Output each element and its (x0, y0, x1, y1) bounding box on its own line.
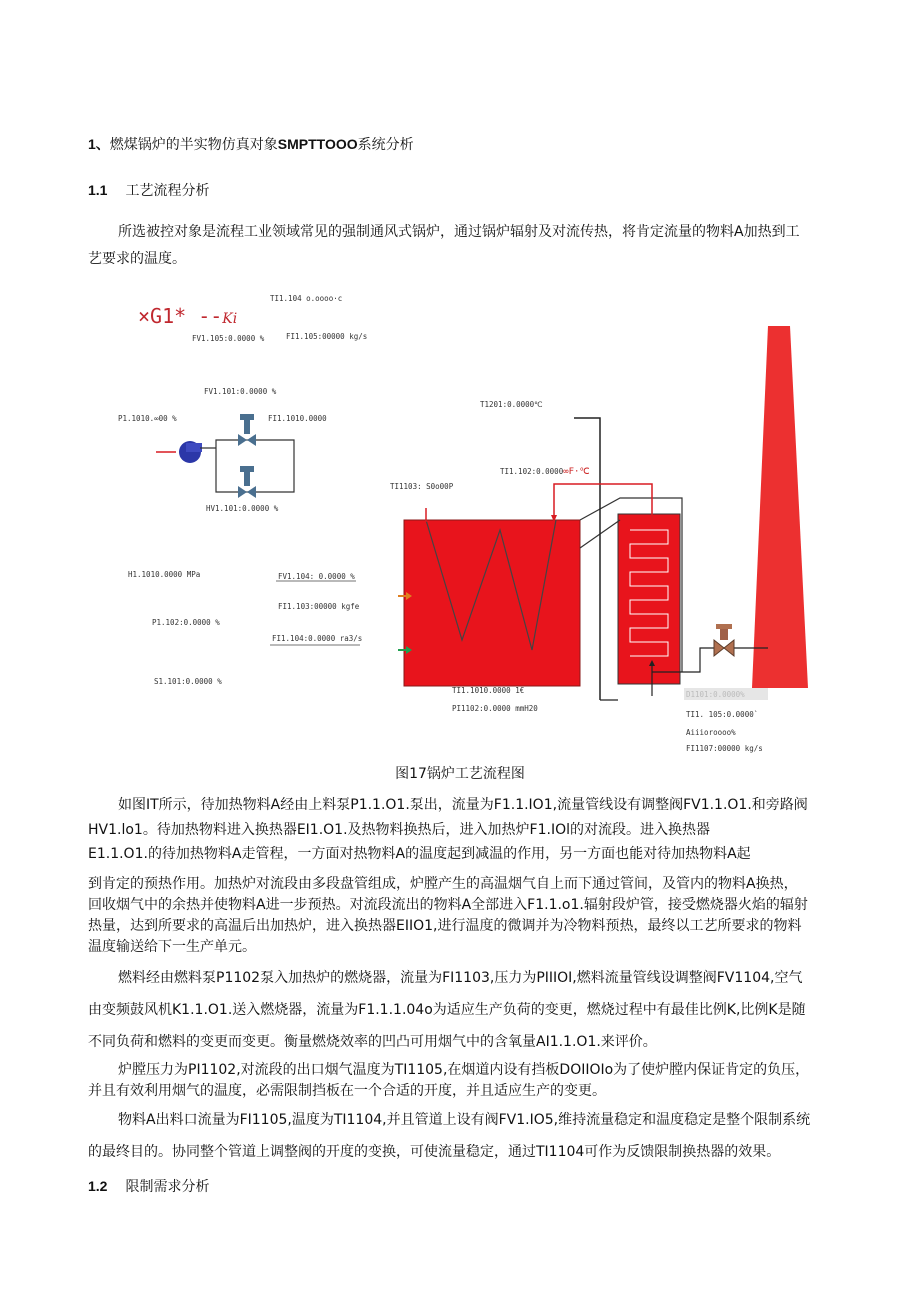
label-h11010: H1.1010.0000 MPa (128, 570, 201, 579)
label-ti1105: TI1. 105:0.0000` (686, 710, 759, 719)
chimney-stack (752, 326, 808, 688)
section-heading-1-2: 1.2 限制需求分析 (88, 1178, 210, 1195)
convection-section (618, 514, 680, 684)
label-ai: Aiiioroooo% (686, 728, 736, 737)
paragraph-f: 物料A出料口流量为FI1105,温度为TI1104,并且管道上设有阀FV1.IO5,维持流量稳定和温度稳定是整个限制系统 的最终目的。协同整个管道上调整阀的开度的变换，可使流量稳定，通过TI1104可作为反馈限制换热器的效果。 (88, 1112, 811, 1160)
figure-caption: 图17锅炉工艺流程图 (395, 766, 525, 782)
label-pi1102: PI1102:0.0000 mmH20 (452, 704, 538, 713)
label-fv1101: FV1.101:0.0000 % (204, 387, 277, 396)
label-fi1103: FI1.103:00000 kgfe (278, 602, 360, 611)
label-ti1102: TI1.102:0.0000∞F·℃ (500, 467, 590, 477)
paragraph-a: 如图IT所示，待加热物料A经由上料泵P1.1.O1.泵出，流量为F1.1.IO1,流量管线设有调整阀FV1.1.O1.和旁路阀 HV1.lo1。待加热物料进入换热器EI1.O1.及热物料换热后，进入加热炉F1.IOl的对流段。进入换热器 (88, 797, 808, 838)
label-fi11010: FI1.1010.0000 (268, 414, 327, 423)
paragraph-e: 炉膛压力为PI1102,对流段的出口烟气温度为TI1105,在烟道内设有挡板DOIIOIo为了使炉膛内保证肯定的负压， 并且有效利用烟气的温度，必需限制挡板在一个合适的开度，并且适应生产的变更。 (88, 1062, 810, 1099)
label-p11010: P1.1010.∞00 % (118, 414, 177, 423)
label-fv1104: FV1.104: 0.0000 % (278, 572, 355, 581)
label-d1101: D1101:0.0000% (686, 690, 745, 699)
paragraph-c: 到肯定的预热作用。加热炉对流段由多段盘管组成，炉膛产生的高温烟气自上而下通过管间，及管内的物料A换热， 回收烟气中的余热并使物料A进一步预热。对流段流出的物料A全部进入F1.1.o1.辐射段炉管，接受燃烧器火焰的辐射 热量，达到所要求的高温后出加热炉，进入换热器EIIO1,进行温度的微调并为冷物料预热，最终以工艺所要求的物料 温度输送给下一生产单元。 (88, 876, 808, 955)
paragraph-b: E1.1.O1.的待加热物料A走管程，一方面对热物料A的温度起到减温的作用，另一方面也能对待加热物料A起 (88, 846, 751, 862)
label-fi1104: FI1.104:0.0000 ra3/s (272, 634, 363, 643)
furnace-box (404, 520, 580, 686)
damper-valve (714, 624, 734, 656)
paragraph-intro: 所选被控对象是流程工业领域常见的强制通风式锅炉，通过锅炉辐射及对流传热，将肯定流量的物料A加热到工 艺要求的温度。 (88, 224, 800, 267)
label-p1102: P1.102:0.0000 % (152, 618, 220, 627)
label-t1201: T1201:0.0000℃ (480, 400, 543, 409)
section-heading-1: 1、燃煤锅炉的半实物仿真对象SMPTTOOO系统分析 (88, 136, 414, 153)
paragraph-d: 燃料经由燃料泵P1102泵入加热炉的燃烧器，流量为FI1103,压力为PIIIOI,燃料流量管线设调整阀FV1104,空气 由变频鼓风机K1.1.O1.送入燃烧器，流量为F1.1.1.04o为适应生产负荷的变更，燃烧过程中有最佳比例K,比例K是随 不同负荷和燃料的变更而变更。衡量燃烧效率的凹凸可用烟气中的含氧量AI1.1.O1.来评价。 (88, 970, 806, 1050)
label-fv1105: FV1.105:0.0000 % (192, 334, 265, 343)
label-ti1104: TI1.104 o.oooo·c (270, 294, 343, 303)
diagram-title: ×G1* --Ki (138, 304, 238, 328)
bypass-valve-hv1101 (238, 466, 256, 498)
label-ti11010: TI1.1010.0000 1€ (452, 686, 525, 695)
label-s1101: S1.101:0.0000 % (154, 677, 222, 686)
label-ti1103: TI1103: S0o00P (390, 482, 454, 491)
label-fi1105: FI1.105:00000 kg/s (286, 332, 368, 341)
flow-control-valve-fv1101 (238, 414, 256, 446)
section-heading-1-1: 1.1 工艺流程分析 (88, 182, 210, 199)
label-hv1101: HV1.101:0.0000 % (206, 504, 279, 513)
label-fi1107: FI1107:00000 kg/s (686, 744, 763, 753)
